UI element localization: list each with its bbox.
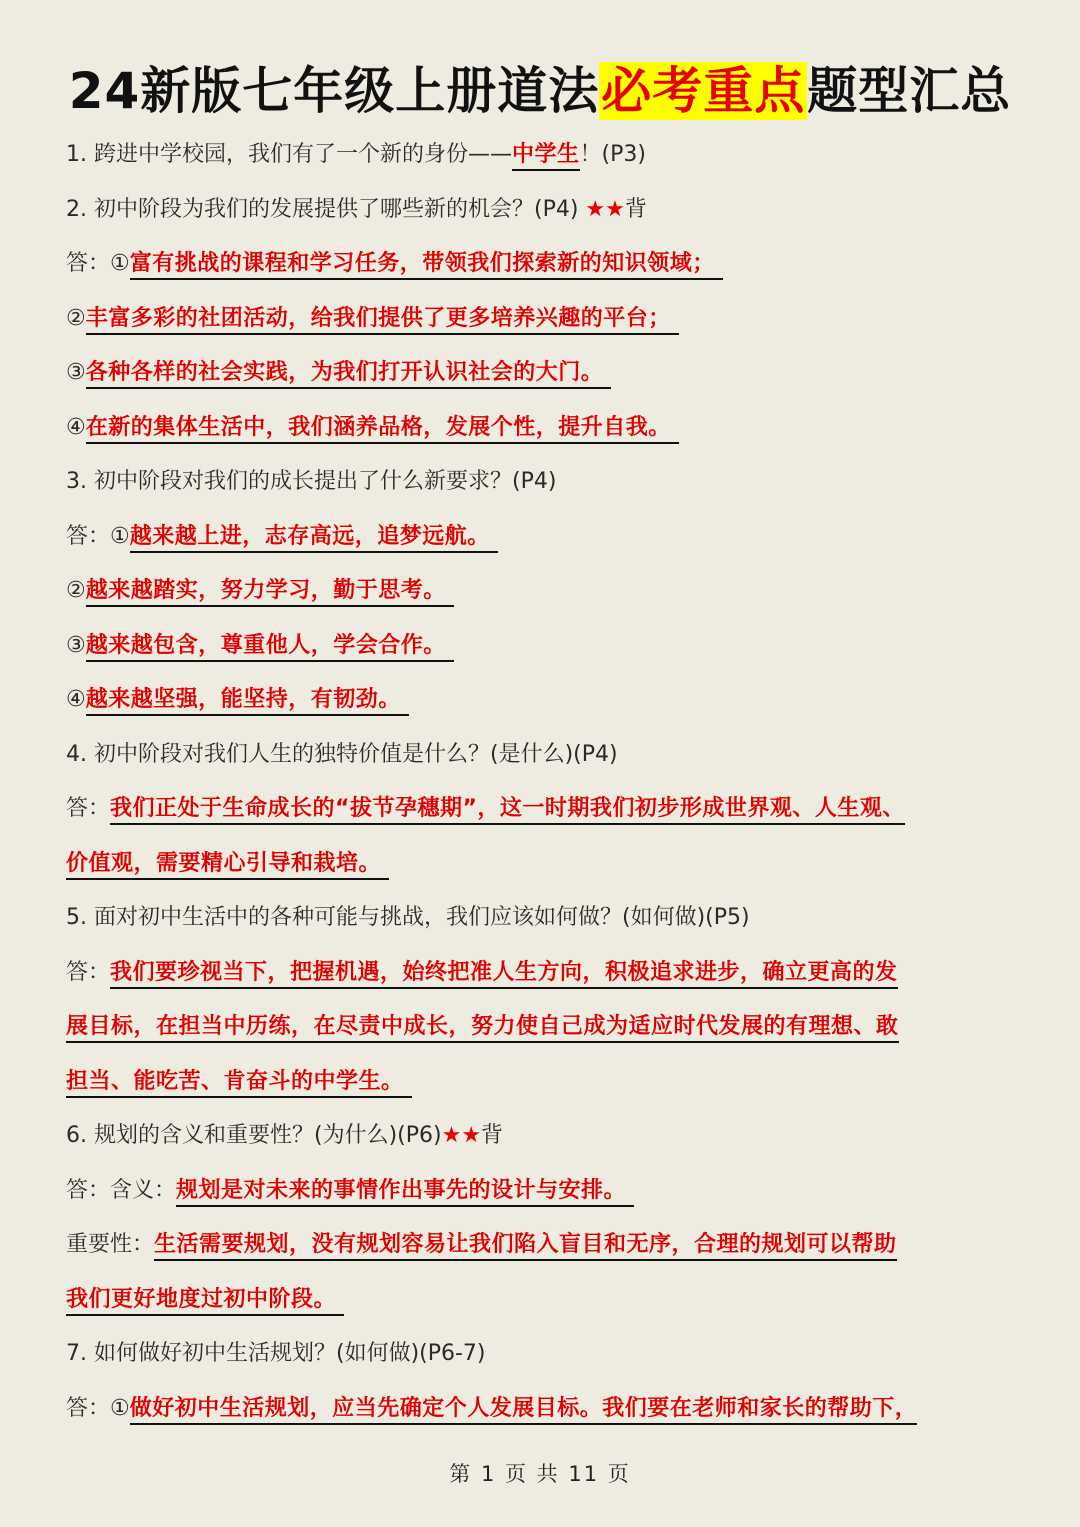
answer-lead: 答：①	[66, 1395, 130, 1421]
answer-text: 越来越坚强，能坚持，有韧劲。	[86, 687, 409, 716]
answer-number: ①	[110, 523, 130, 549]
importance-lead: 重要性：	[66, 1232, 155, 1257]
question-3-answer-1	[66, 510, 1026, 565]
answer-text: 越来越踏实，努力学习，勤于思考。	[86, 578, 454, 607]
question-2-answer-3	[66, 346, 1026, 401]
question-3-text: 3. 初中阶段对我们的成长提出了什么新要求？(P4)	[66, 469, 557, 494]
answer-number: ③	[66, 632, 86, 658]
question-6-importance-line-1	[66, 1218, 1026, 1273]
star-rating-icon: ★★	[585, 196, 625, 222]
question-7	[66, 1327, 1026, 1382]
question-4-answer-line-2	[66, 837, 1026, 892]
question-2-text: 2. 初中阶段为我们的发展提供了哪些新的机会？(P4)	[66, 196, 586, 222]
answer-text: 我们正处于生命成长的“拔节孕穗期”，这一时期我们初步形成世界观、人生观、	[110, 796, 905, 825]
answer-number: ①	[110, 251, 130, 276]
question-1-text: 1. 跨进中学校园，我们有了一个新的身份——	[66, 142, 512, 167]
question-7-answer-line-1	[66, 1382, 1026, 1437]
page-number: 第 1 页 共 11 页	[449, 1462, 631, 1486]
question-2-answer-1	[66, 237, 1026, 292]
question-6-importance-line-2	[66, 1273, 1026, 1328]
answer-text: 规划是对未来的事情作出事先的设计与安排。	[176, 1178, 634, 1207]
answer-text: 担当、能吃苦、肯奋斗的中学生。	[66, 1069, 412, 1098]
answer-lead: 答：	[66, 959, 111, 985]
answer-number: ②	[66, 578, 86, 603]
memorize-mark: 背	[481, 1123, 504, 1148]
question-2	[66, 183, 1026, 238]
answer-text: 越来越上进，志存高远，追梦远航。	[130, 524, 498, 553]
answer-text: 各种各样的社会实践，为我们打开认识社会的大门。	[86, 360, 612, 389]
question-1	[66, 128, 1026, 183]
question-4	[66, 728, 1026, 783]
title-highlight: 必考重点	[601, 62, 806, 120]
question-5-answer-line-1	[66, 946, 1026, 1001]
question-3-answer-2	[66, 564, 1026, 619]
answer-number: ④	[66, 687, 86, 712]
answer-lead: 答：	[66, 796, 111, 821]
title-suffix: 题型汇总	[807, 62, 1012, 120]
question-5-text: 5. 面对初中生活中的各种可能与挑战，我们应该如何做？(如何做)(P5)	[66, 905, 750, 930]
question-3-answer-3	[66, 619, 1026, 674]
question-4-answer-line-1	[66, 782, 1026, 837]
question-5-answer-line-3	[66, 1055, 1026, 1110]
answer-lead: 答：	[66, 251, 111, 276]
title-prefix: 24新版七年级上册道法	[68, 62, 600, 120]
star-rating-icon: ★★	[441, 1123, 482, 1148]
question-4-text: 4. 初中阶段对我们人生的独特价值是什么？(是什么)(P4)	[66, 741, 618, 767]
answer-text: 我们更好地度过初中阶段。	[66, 1287, 344, 1316]
question-5	[66, 891, 1026, 946]
question-3	[66, 455, 1026, 510]
answer-text: 越来越包含，尊重他人，学会合作。	[86, 633, 454, 662]
answer-text: 丰富多彩的社团活动，给我们提供了更多培养兴趣的平台；	[86, 306, 679, 335]
question-5-answer-line-2	[66, 1000, 1026, 1055]
meaning-lead: 答：含义：	[66, 1177, 177, 1203]
question-6-meaning	[66, 1164, 1026, 1219]
question-2-answer-4	[66, 401, 1026, 456]
answer-number: ②	[66, 305, 86, 331]
question-6-text: 6. 规划的含义和重要性？(为什么)(P6)	[66, 1123, 442, 1148]
answer-number: ③	[66, 360, 86, 385]
answer-number: ④	[66, 414, 86, 440]
answer-text: 富有挑战的课程和学习任务，带领我们探索新的知识领域；	[130, 251, 723, 280]
question-3-answer-4	[66, 673, 1026, 728]
question-1-answer: 中学生	[512, 142, 580, 171]
question-7-text: 7. 如何做好初中生活规划？(如何做)(P6-7)	[66, 1341, 486, 1366]
answer-text: 生活需要规划，没有规划容易让我们陷入盲目和无序，合理的规划可以帮助	[154, 1232, 897, 1261]
answer-text: 价值观，需要精心引导和栽培。	[66, 851, 389, 880]
answer-text: 在新的集体生活中，我们涵养品格，发展个性，提升自我。	[86, 415, 679, 444]
answer-lead: 答：	[66, 523, 111, 549]
memorize-mark: 背	[624, 196, 647, 222]
answer-text: 我们要珍视当下，把握机遇，始终把准人生方向，积极追求进步，确立更高的发	[110, 960, 898, 989]
question-2-answer-2	[66, 292, 1026, 347]
question-list	[66, 128, 1026, 1436]
answer-text: 展目标，在担当中历练，在尽责中成长，努力使自己成为适应时代发展的有理想、敢	[66, 1014, 899, 1043]
answer-text: 做好初中生活规划，应当先确定个人发展目标。我们要在老师和家长的帮助下，	[130, 1396, 918, 1425]
page-title	[0, 58, 1080, 124]
question-6	[66, 1109, 1026, 1164]
question-1-suffix: ！(P3)	[579, 142, 646, 167]
